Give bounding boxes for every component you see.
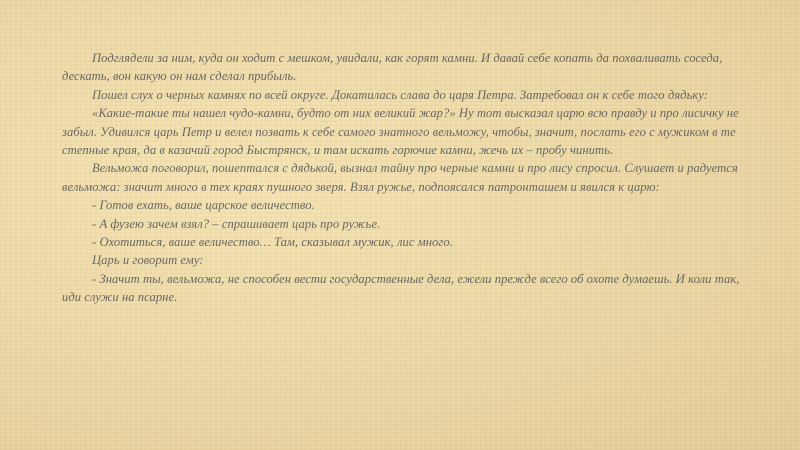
paragraph-3: «Какие-такие ты нашел чудо-камни, будто от них великий жар?» Ну тот высказал царю всю правду и про лисичку не забыл. Удивился царь Петр и велел позвать к себе самого знатного вельможу, чтобы, значит, послать его с мужиком в те степные края, да в казачий город Быстрянск, и там искать горючие камни, жечь их – пробу чинить. [62,106,739,158]
paragraph-1: Подглядели за ним, куда он ходит с мешком, увидали, как горят камни. И давай себе копать да похваливать соседа, дескать, вон какую он нам сделал прибыль. [62,51,723,84]
paragraph-8: Царь и говорит ему: [92,253,204,268]
paragraph-9: - Значит ты, вельможа, не способен вести государственные дела, ежели прежде всего об охоте думаешь. И коли так, иди служи на псарне. [62,271,740,305]
story-text [62,49,752,307]
paragraph-4: Вельможа поговорил, пошептался с дядькой, вызнал тайну про черные камни и про лису спросил. Слушает и радуется вельможа: значит много в тех краях пушного зверя. Взял ружье, подпоясался патронташем и явился к царю: [62,161,738,194]
paragraph-5: - Готов ехать, ваше царское величество. [92,198,315,213]
paragraph-7: - Охотиться, ваше величество… Там, сказывал мужик, лис много. [92,235,453,250]
paragraph-6: - А фузею зачем взял? – спрашивает царь про ружье. [92,216,381,231]
paragraph-2: Пошел слух о черных камнях по всей округе. Докатилась слава до царя Петра. Затребовал он к себе того дядьку: [92,87,709,102]
